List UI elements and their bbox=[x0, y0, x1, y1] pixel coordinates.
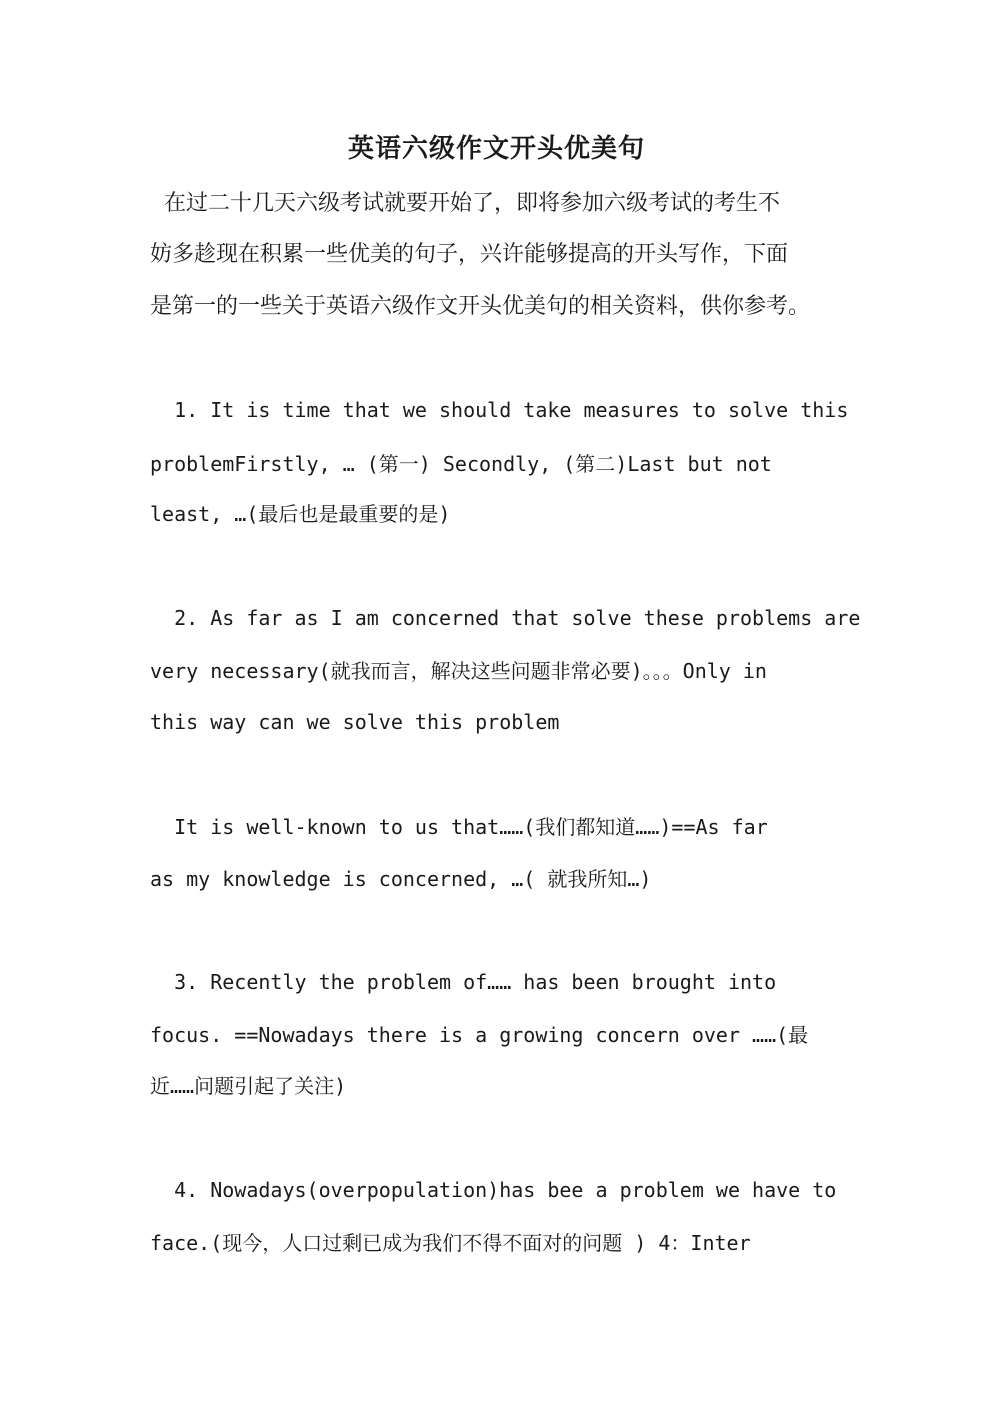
item-2-line: this way can we solve this problem bbox=[150, 710, 560, 734]
item-4-line: face.(现今，人口过剩已成为我们不得不面对的问题 ) 4：Inter bbox=[150, 1231, 751, 1255]
intro-line: 在过二十几天六级考试就要开始了，即将参加六级考试的考生不 bbox=[150, 191, 780, 216]
item-3-line: focus. ==Nowadays there is a growing concern over ……(最 bbox=[150, 1023, 809, 1047]
intro-line: 是第一的一些关于英语六级作文开头优美句的相关资料，供你参考。 bbox=[150, 294, 811, 319]
item-4-line: 4. Nowadays(overpopulation)has bee a problem we have to bbox=[150, 1178, 837, 1202]
item-2b-line: It is well-known to us that……(我们都知道……)==As far bbox=[150, 815, 768, 839]
item-3-line: 近……问题引起了关注) bbox=[150, 1074, 347, 1098]
item-1-line: 1. It is time that we should take measures to solve this bbox=[150, 398, 849, 422]
document-title: 英语六级作文开头优美句 bbox=[347, 134, 645, 164]
item-3-line: 3. Recently the problem of…… has been brought into bbox=[150, 970, 777, 994]
intro-line: 妨多趁现在积累一些优美的句子，兴许能够提高的开头写作，下面 bbox=[150, 242, 789, 267]
item-1-line: problemFirstly, … (第一) Secondly, (第二)Last but not bbox=[150, 452, 772, 476]
item-2-line: very necessary(就我而言，解决这些问题非常必要)。。。Only in bbox=[150, 659, 767, 683]
item-2b-line: as my knowledge is concerned, …( 就我所知…) bbox=[150, 867, 652, 891]
item-2-line: 2. As far as I am concerned that solve these problems are bbox=[150, 606, 861, 630]
item-1-line: least, …(最后也是最重要的是) bbox=[150, 502, 451, 526]
